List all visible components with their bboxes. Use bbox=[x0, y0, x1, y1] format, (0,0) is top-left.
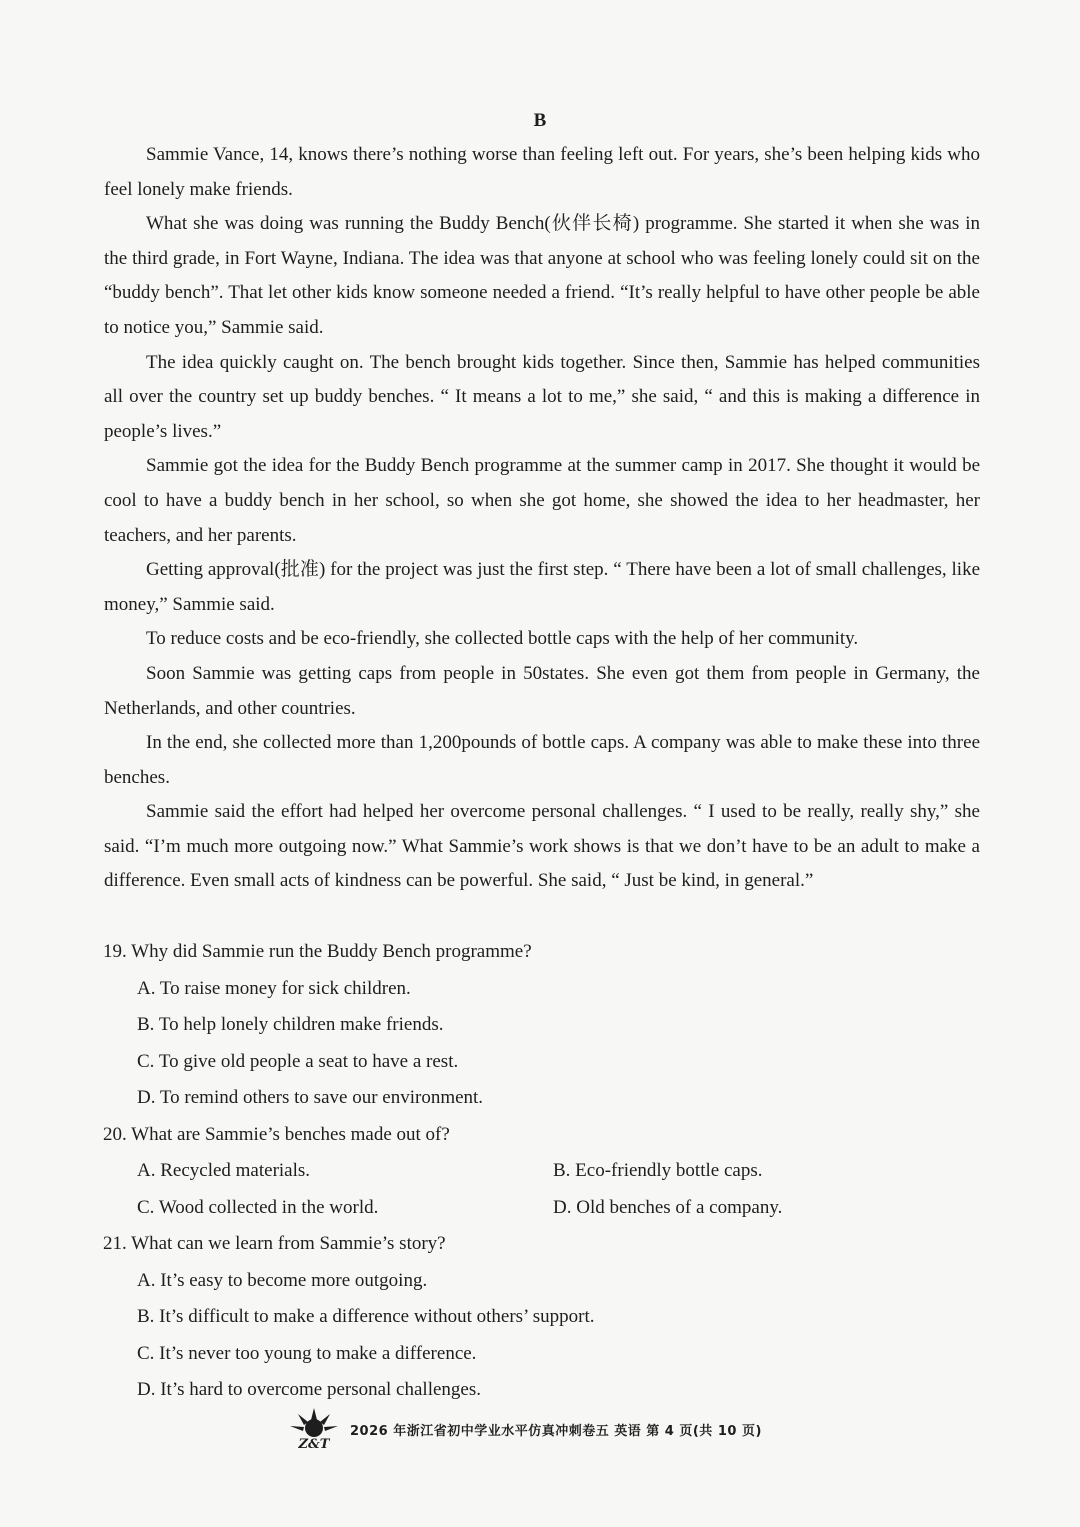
question-stem: 21. What can we learn from Sammie’s story? bbox=[103, 1233, 446, 1254]
page-number-text: 2026 年浙江省初中学业水平仿真冲刺卷五 英语 第 4 页(共 10 页) bbox=[350, 1423, 762, 1439]
option-a: A. To raise money for sick children. bbox=[137, 977, 411, 999]
question-list bbox=[103, 934, 983, 1409]
passage-paragraph: Sammie Vance, 14, knows there’s nothing worse than feeling left out. For years, she’s been helping kids who feel lonely make friends. bbox=[104, 144, 980, 200]
question-21 bbox=[103, 1226, 983, 1409]
passage-paragraph: The idea quickly caught on. The bench brought kids together. Since then, Sammie has helped communities all over the country set up buddy benches. “ It means a lot to me,” she said, “ and this is making a difference in people’s lives.” bbox=[104, 351, 980, 442]
option-b: B. Eco-friendly bottle caps. bbox=[553, 1160, 763, 1181]
option-c: C. To give old people a seat to have a rest. bbox=[137, 1050, 459, 1072]
option-b: B. It’s difficult to make a difference without others’ support. bbox=[137, 1306, 595, 1327]
passage-paragraph: Sammie got the idea for the Buddy Bench programme at the summer camp in 2017. She thought it would be cool to have a buddy bench in her school, so when she got home, she showed the idea to her headmaster, her teachers, and her parents. bbox=[104, 455, 980, 546]
question-19 bbox=[103, 934, 983, 1117]
passage-paragraph: Getting approval(批准) for the project was just the first step. “ There have been a lot of small challenges, like money,” Sammie said. bbox=[104, 559, 980, 615]
passage-paragraph: Soon Sammie was getting caps from people in 50states. She even got them from people in Germany, the Netherlands, and other countries. bbox=[104, 662, 980, 719]
option-row bbox=[103, 1190, 983, 1227]
question-stem: 20. What are Sammie’s benches made out of? bbox=[103, 1123, 450, 1145]
option-a: A. It’s easy to become more outgoing. bbox=[137, 1269, 428, 1291]
option-c: C. Wood collected in the world. bbox=[137, 1196, 379, 1218]
option-row bbox=[103, 1153, 983, 1190]
passage-paragraph: To reduce costs and be eco-friendly, she collected bottle caps with the help of her community. bbox=[146, 628, 859, 650]
option-d: D. It’s hard to overcome personal challenges. bbox=[137, 1379, 481, 1400]
option-d: D. Old benches of a company. bbox=[553, 1196, 783, 1218]
reading-passage bbox=[104, 138, 980, 899]
option-c: C. It’s never too young to make a difference. bbox=[137, 1342, 477, 1364]
passage-paragraph: Sammie said the effort had helped her overcome personal challenges. “ I used to be really, really shy,” she said. “I’m much more outgoing now.” What Sammie’s work shows is that we don’t have to be an adult to make a difference. Even small acts of kindness can be powerful. She said, “ Just be kind, in general.” bbox=[104, 801, 980, 892]
option-d: D. To remind others to save our environment. bbox=[137, 1087, 484, 1108]
question-20 bbox=[103, 1117, 983, 1227]
option-a: A. Recycled materials. bbox=[137, 1160, 311, 1181]
option-b: B. To help lonely children make friends. bbox=[137, 1014, 444, 1035]
passage-paragraph: In the end, she collected more than 1,200pounds of bottle caps. A company was able to make these into three benches. bbox=[104, 732, 980, 788]
logo-text: Z&T bbox=[298, 1437, 330, 1452]
passage-paragraph: What she was doing was running the Buddy Bench(伙伴长椅) programme. She started it when she was in the third grade, in Fort Wayne, Indiana. The idea was that anyone at school who was feeling lonely could sit on the “buddy bench”. That let other kids know someone needed a friend. “It’s really helpful to have other people be able to notice you,” Sammie said. bbox=[104, 213, 980, 338]
publisher-logo-icon bbox=[284, 1406, 344, 1452]
page-footer bbox=[284, 1404, 844, 1454]
section-title: B bbox=[533, 110, 547, 131]
question-stem: 19. Why did Sammie run the Buddy Bench programme? bbox=[103, 941, 532, 962]
